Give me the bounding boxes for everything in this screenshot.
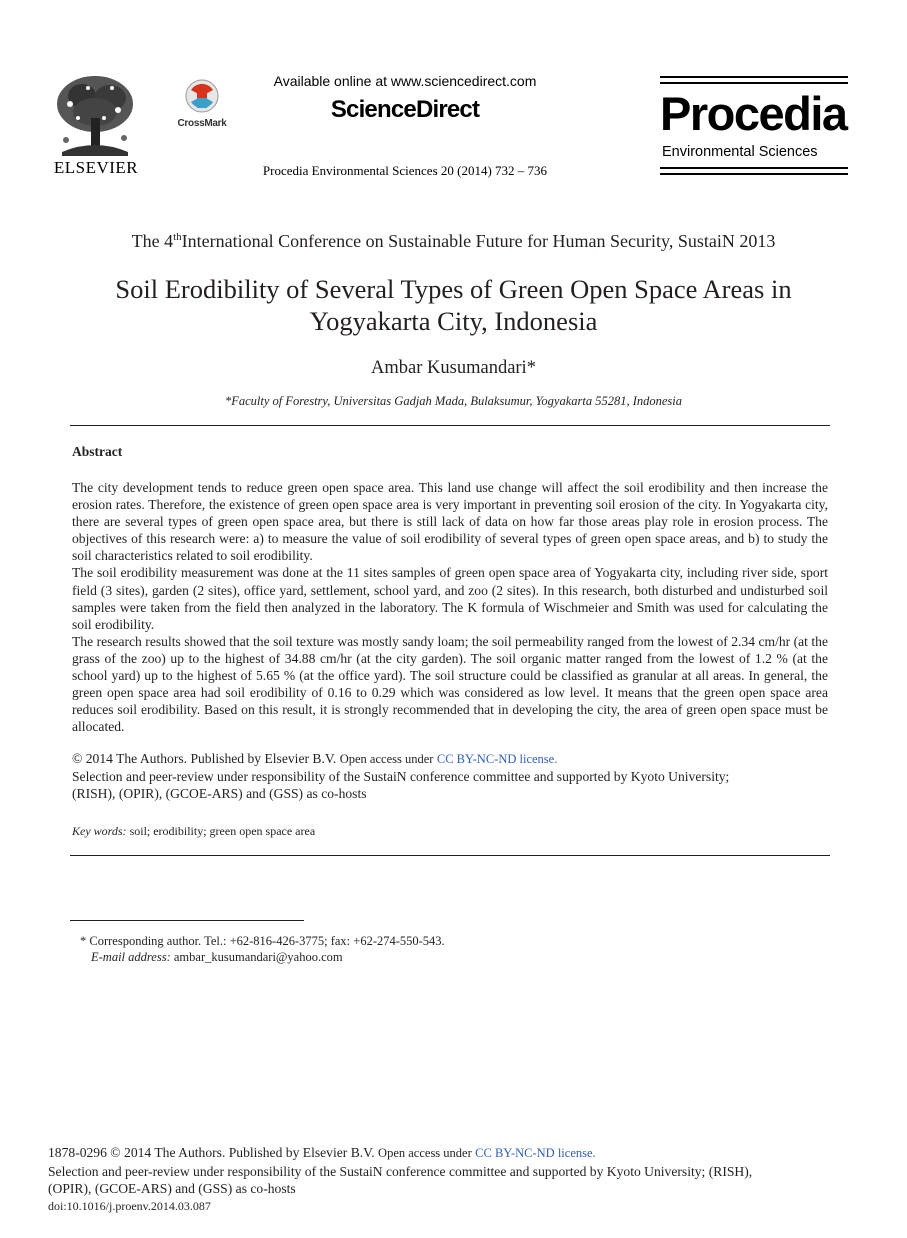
crossmark-label: CrossMark bbox=[177, 118, 227, 129]
license-link[interactable]: CC BY-NC-ND license. bbox=[475, 1146, 596, 1160]
elsevier-logo bbox=[50, 74, 142, 180]
doi-link[interactable]: doi:10.1016/j.proenv.2014.03.087 bbox=[48, 1198, 211, 1213]
open-access-text: Open access under bbox=[339, 752, 434, 766]
procedia-logo bbox=[660, 76, 850, 176]
conference-prefix: The 4 bbox=[131, 231, 174, 251]
peer-review-text: Selection and peer-review under responsibility of the SustaiN conference committee and supported by Kyoto University; (RISH), bbox=[48, 1163, 753, 1179]
title-line-2: Yogyakarta City, Indonesia bbox=[309, 306, 598, 336]
peer-review-text: Selection and peer-review under responsibility of the SustaiN conference committee and supported by Kyoto University; bbox=[72, 769, 730, 785]
divider bbox=[660, 82, 848, 84]
front-matter-footer bbox=[48, 1144, 828, 1215]
crossmark-badge[interactable] bbox=[172, 76, 232, 132]
email-address[interactable]: ambar_kusumandari@yahoo.com bbox=[173, 950, 343, 964]
copyright-notice bbox=[72, 750, 828, 802]
keywords-text: soil; erodibility; green open space area bbox=[129, 824, 316, 838]
abstract-paragraph: The city development tends to reduce green open space area. This land use change will affect the soil erodibility and then increase the erosion rates. Therefore, the existence of green open space area is very important in preventing soil erosion of the city. In Yogyakarta city, there are several types of green open space area, but there is still lack of data on how far those areas play role in erosion process. The objectives of this research were: a) to measure the value of soil erodibility of several types of green open space areas, and b) to study the soil characteristics related to soil erodibility. bbox=[72, 480, 828, 564]
divider bbox=[660, 173, 848, 175]
journal-reference: Procedia Environmental Sciences 20 (2014) 732 – 736 bbox=[262, 163, 548, 178]
corresponding-author-contact: * Corresponding author. Tel.: +62-816-426-3775; fax: +62-274-550-543. bbox=[80, 934, 445, 948]
author-name: Ambar Kusumandari* bbox=[371, 358, 536, 378]
keywords-label: Key words: bbox=[72, 824, 127, 838]
divider bbox=[70, 425, 830, 426]
footnote-divider bbox=[70, 920, 304, 921]
available-online-text[interactable]: Available online at www.sciencedirect.com bbox=[273, 73, 537, 89]
issn-copyright-text: 1878-0296 © 2014 The Authors. Published by Elsevier B.V. bbox=[48, 1145, 375, 1160]
peer-review-text-2: (OPIR), (GCOE-ARS) and (GSS) as co-hosts bbox=[48, 1181, 296, 1197]
sciencedirect-wordmark: ScienceDirect bbox=[330, 96, 480, 123]
abstract-paragraph: The soil erodibility measurement was done at the 11 sites samples of green open space area of Yogyakarta city, including river side, sport field (3 sites), garden (2 sites), office yard, settlement, school yard, and zoo (2 sites). In this research, both disturbed and undisturbed soil samples were taken from the field then analyzed in the laboratory. The K formula of Wischmeier and Smith was used for calculating the soil erodibility. bbox=[72, 565, 828, 632]
license-link[interactable]: CC BY-NC-ND license. bbox=[436, 752, 558, 766]
open-access-text: Open access under bbox=[378, 1146, 472, 1160]
elsevier-tree-icon bbox=[52, 74, 138, 156]
paper-title bbox=[60, 273, 847, 337]
keywords bbox=[72, 824, 315, 839]
crossmark-icon bbox=[172, 76, 232, 120]
conference-ordinal: th bbox=[173, 231, 182, 243]
author-affiliation: *Faculty of Forestry, Universitas Gadjah Mada, Bulaksumur, Yogyakarta 55281, Indonesia bbox=[224, 394, 683, 408]
corresponding-author-footnote bbox=[80, 933, 445, 965]
peer-review-text-2: (RISH), (OPIR), (GCOE-ARS) and (GSS) as co-hosts bbox=[72, 786, 367, 802]
procedia-subtitle: Environmental Sciences bbox=[662, 144, 818, 160]
copyright-text: © 2014 The Authors. Published by Elsevier B.V. bbox=[72, 751, 337, 766]
divider bbox=[70, 855, 830, 856]
divider bbox=[660, 76, 848, 78]
email-label: E-mail address: bbox=[91, 950, 171, 964]
title-line-1: Soil Erodibility of Several Types of Green Open Space Areas in bbox=[115, 274, 792, 304]
elsevier-wordmark: ELSEVIER bbox=[53, 158, 139, 177]
abstract-paragraph: The research results showed that the soil texture was mostly sandy loam; the soil permeability ranged from the lowest of 2.34 cm/hr (at the grass of the zoo) up to the highest of 34.88 cm/hr (at the city garden). The soil organic matter ranged from the lowest of 1.2 % (at the school yard) up to the highest of 5.65 % (at the office yard). The soil structure could be classified as granular at all areas. In general, the green open space area had soil erodibility of 0.16 to 0.29 which was considered as low level. It means that the green open space area reduces soil erodibility. Based on this result, it is strongly recommended that in developing the city, the area of green open space must be allocated. bbox=[72, 633, 828, 735]
conference-name bbox=[60, 231, 847, 252]
abstract-heading: Abstract bbox=[72, 444, 123, 459]
divider bbox=[660, 167, 848, 169]
conference-rest: International Conference on Sustainable Future for Human Security, SustaiN 2013 bbox=[181, 231, 776, 251]
abstract-body bbox=[72, 479, 828, 735]
procedia-wordmark: Procedia bbox=[660, 87, 847, 140]
